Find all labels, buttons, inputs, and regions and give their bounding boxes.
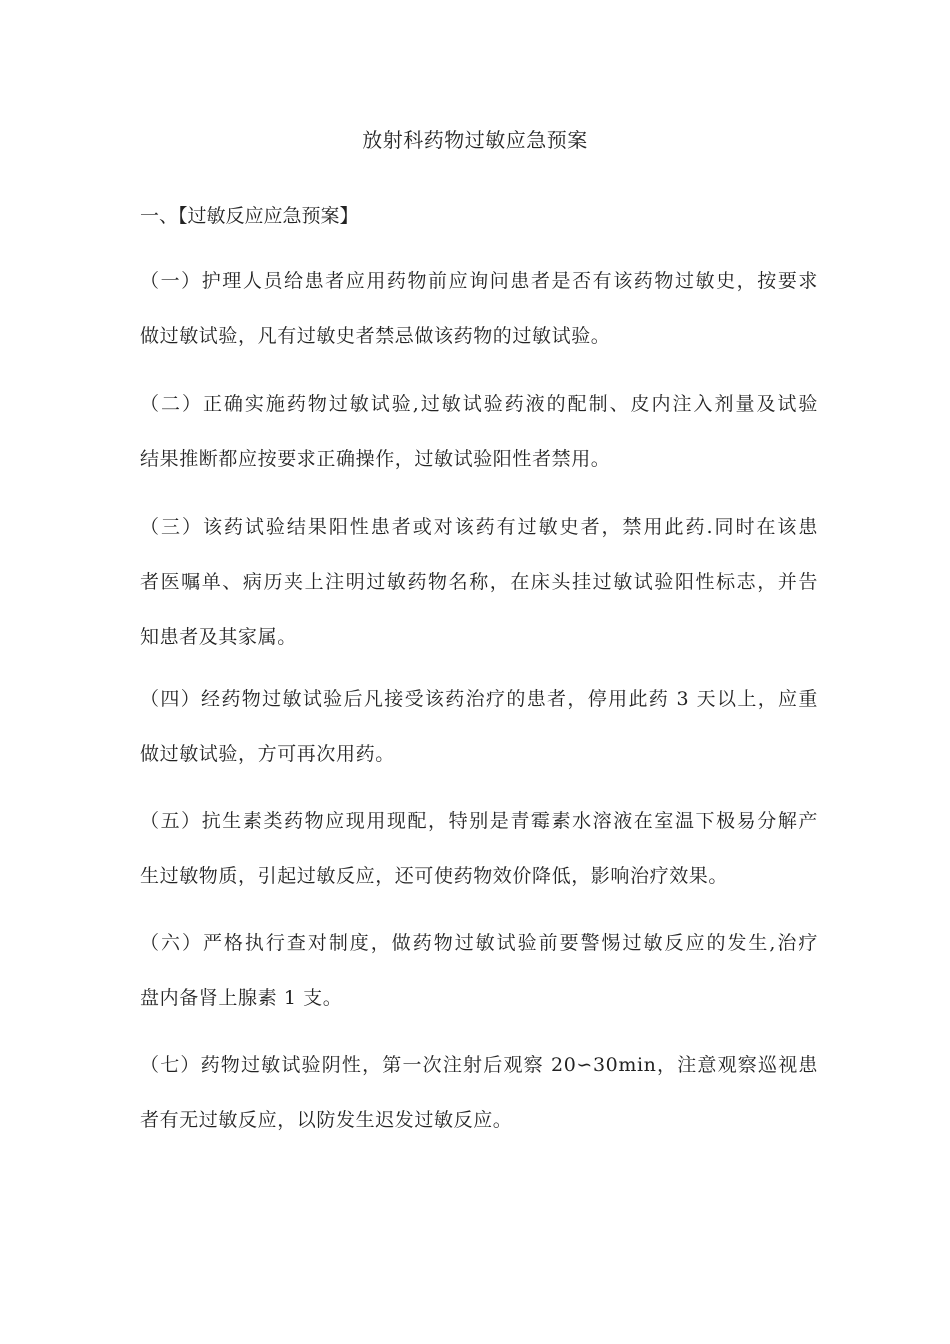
- paragraph-line: 者医嘱单、病历夹上注明过敏药物名称，在床头挂过敏试验阳性标志，并告: [140, 571, 818, 593]
- paragraph-5: [140, 794, 818, 904]
- paragraph-line: 盘内备肾上腺素 1 支。: [140, 987, 343, 1009]
- paragraph-line: （二）正确实施药物过敏试验,过敏试验药液的配制、皮内注入剂量及试验: [140, 393, 818, 415]
- paragraph-7: [140, 1038, 818, 1148]
- paragraph-line: 者有无过敏反应，以防发生迟发过敏反应。: [140, 1109, 513, 1131]
- document-title: 放射科药物过敏应急预案: [362, 128, 588, 152]
- paragraph-line: 知患者及其家属。: [140, 626, 297, 648]
- paragraph-line: 生过敏物质，引起过敏反应，还可使药物效价降低，影响治疗效果。: [140, 865, 729, 887]
- paragraph-line: （三）该药试验结果阳性患者或对该药有过敏史者，禁用此药.同时在该患: [140, 516, 818, 538]
- paragraph-4: [140, 672, 818, 782]
- section-heading: 一、【过敏反应应急预案】: [140, 205, 359, 227]
- paragraph-6: [140, 916, 818, 1026]
- paragraph-line: 做过敏试验，凡有过敏史者禁忌做该药物的过敏试验。: [140, 325, 611, 347]
- paragraph-line: （四）经药物过敏试验后凡接受该药治疗的患者，停用此药 3 天以上，应重: [140, 688, 818, 710]
- paragraph-line: （五）抗生素类药物应现用现配，特别是青霉素水溶液在室温下极易分解产: [140, 810, 818, 832]
- paragraph-1: [140, 254, 818, 364]
- paragraph-2: [140, 377, 818, 487]
- paragraph-3: [140, 500, 818, 665]
- paragraph-line: 结果推断都应按要求正确操作，过敏试验阳性者禁用。: [140, 448, 611, 470]
- paragraph-line: （六）严格执行查对制度，做药物过敏试验前要警惕过敏反应的发生,治疗: [140, 932, 818, 954]
- paragraph-line: （一）护理人员给患者应用药物前应询问患者是否有该药物过敏史，按要求: [140, 270, 818, 292]
- paragraph-line: （七）药物过敏试验阴性，第一次注射后观察 20∽30min，注意观察巡视患: [140, 1054, 818, 1076]
- paragraph-line: 做过敏试验，方可再次用药。: [140, 743, 395, 765]
